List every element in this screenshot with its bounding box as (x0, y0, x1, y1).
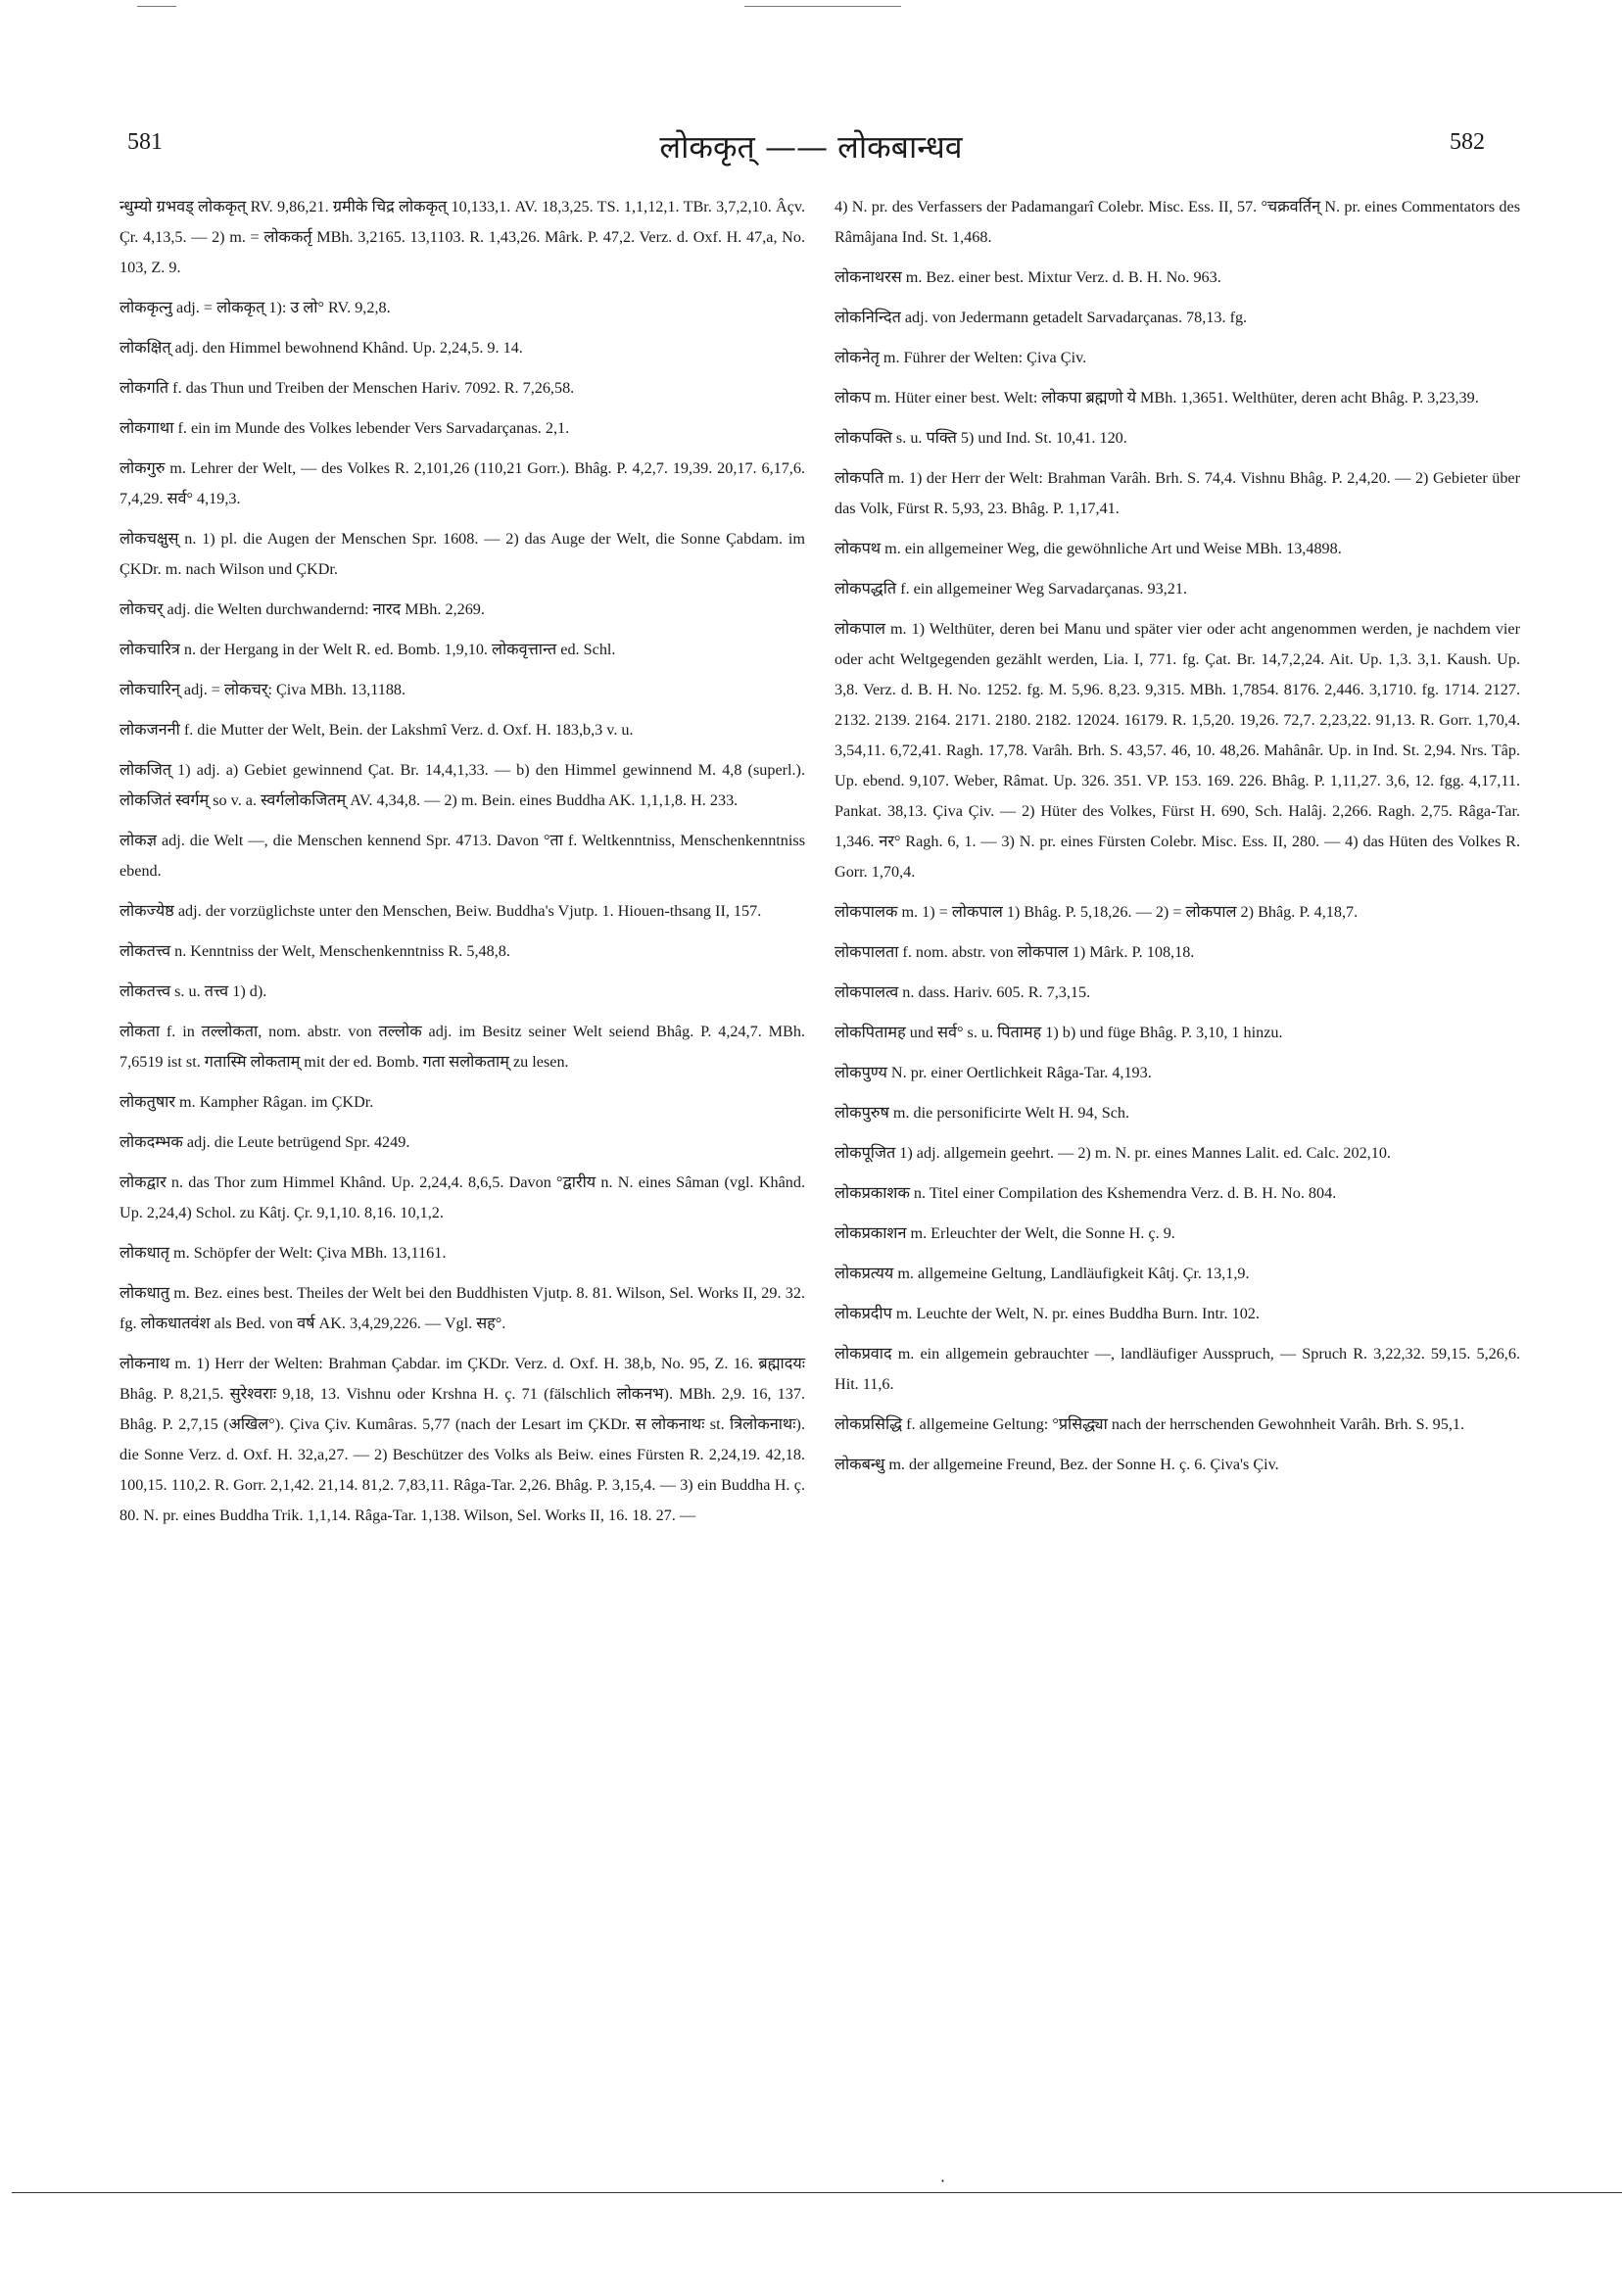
bottom-dot: · (940, 2172, 946, 2190)
dictionary-entry: लोकप्रदीप m. Leuchte der Welt, N. pr. eines Buddha Burn. Intr. 102. (835, 1305, 1260, 1322)
top-mark-left (137, 6, 176, 7)
dictionary-entry: लोकप्रसिद्धि f. allgemeine Geltung: °प्रसिद्ध्या nach der herrschenden Gewohnheit Varâh. Brh. S. 95,1. (835, 1415, 1465, 1433)
dictionary-entry: लोकतत्त्व s. u. तत्त्व 1) d). (119, 982, 267, 1000)
dictionary-entry: लोकद्वार n. das Thor zum Himmel Khând. Up. 2,24,4. 8,6,5. Davon °द्वारीय n. N. eines Sâman (vgl. Khând. Up. 2,24,4) Schol. zu Kâtj. Çr. 9,1,10. 8,16. 10,1,2. (119, 1173, 805, 1221)
dictionary-entry: लोकपालत्व n. dass. Hariv. 605. R. 7,3,15. (835, 983, 1091, 1001)
dictionary-entry: लोकचारित्र n. der Hergang in der Welt R. ed. Bomb. 1,9,10. लोकवृत्तान्त ed. Schl. (119, 641, 616, 658)
dictionary-entry: लोकप m. Hüter einer best. Welt: लोकपा ब्रह्मणो ये MBh. 1,3651. Welthüter, deren acht Bhâg. P. 3,23,39. (835, 389, 1479, 407)
dictionary-entry: लोकप्रकाशक n. Titel einer Compilation des Kshemendra Verz. d. B. H. No. 804. (835, 1184, 1337, 1202)
right-column (835, 192, 1520, 1490)
running-title: लोककृत् —— लोकबान्धव (659, 128, 963, 166)
dictionary-entry: लोकता f. in तल्लोकता, nom. abstr. von तल्लोक adj. im Besitz seiner Welt seiend Bhâg. P. 4,24,7. MBh. 7,6519 ist st. गतास्मि लोकताम् mit der ed. Bomb. गता सलोकताम् zu lesen. (119, 1023, 805, 1071)
dictionary-entry: लोकक्षित् adj. den Himmel bewohnend Khând. Up. 2,24,5. 9. 14. (119, 339, 523, 357)
dictionary-entry: लोकतत्त्व n. Kenntniss der Welt, Menschenkenntniss R. 5,48,8. (119, 942, 510, 960)
dictionary-entry: लोककृत्नु adj. = लोककृत् 1): उ लो° RV. 9,2,8. (119, 299, 391, 316)
dictionary-entry: लोकज्येष्ठ adj. der vorzüglichste unter den Menschen, Beiw. Buddha's Vjutp. 1. Hiouen-thsang II, 157. (119, 902, 762, 920)
dictionary-entry: लोकधातृ m. Schöpfer der Welt: Çiva MBh. 13,1161. (119, 1244, 447, 1262)
dictionary-entry: लोकप्रत्यय m. allgemeine Geltung, Landläufigkeit Kâtj. Çr. 13,1,9. (835, 1265, 1250, 1282)
dictionary-entry: लोकपालता f. nom. abstr. von लोकपाल 1) Mârk. P. 108,18. (835, 943, 1195, 961)
top-mark-center (744, 6, 901, 7)
dictionary-entry: लोकज्ञ adj. die Welt —, die Menschen kennend Spr. 4713. Davon °ता f. Weltkenntniss, Menschenkenntniss ebend. (119, 832, 805, 880)
dictionary-entry: लोकधातु m. Bez. eines best. Theiles der Welt bei den Buddhisten Vjutp. 8. 81. Wilson, Sel. Works II, 29. 32. fg. लोकधातवंश als Bed. von वर्ष AK. 3,4,29,226. — Vgl. सह°. (119, 1284, 805, 1332)
dictionary-entry: लोकपालक m. 1) = लोकपाल 1) Bhâg. P. 5,18,26. — 2) = लोकपाल 2) Bhâg. P. 4,18,7. (835, 903, 1359, 921)
dictionary-entry: लोकगति f. das Thun und Treiben der Menschen Hariv. 7092. R. 7,26,58. (119, 379, 575, 397)
dictionary-entry: लोकपद्धति f. ein allgemeiner Weg Sarvadarçanas. 93,21. (835, 580, 1187, 598)
page-number-left: 581 (127, 129, 163, 155)
dictionary-entry: लोकचारिन् adj. = लोकचर्: Çiva MBh. 13,1188. (119, 681, 406, 698)
dictionary-entry: 4) N. pr. des Verfassers der Padamangarî Colebr. Misc. Ess. II, 57. °चक्रवर्तिन् N. pr. eines Commentators des Râmâjana Ind. St. 1,468. (835, 198, 1520, 246)
left-column (119, 192, 805, 1541)
dictionary-entry: लोकजित् 1) adj. a) Gebiet gewinnend Çat. Br. 14,4,1,33. — b) den Himmel gewinnend M. 4,8 (superl.). लोकजितं स्वर्गम् so v. a. स्वर्गलोकजितम् AV. 4,34,8. — 2) m. Bein. eines Buddha AK. 1,1,1,8. H. 233. (119, 761, 805, 809)
dictionary-entry: लोकतुषार m. Kampher Râgan. im ÇKDr. (119, 1093, 374, 1111)
dictionary-entry: लोकप्रकाशन m. Erleuchter der Welt, die Sonne H. ç. 9. (835, 1224, 1175, 1242)
dictionary-entry: लोकदम्भक adj. die Leute betrügend Spr. 4249. (119, 1133, 410, 1151)
bottom-rule (12, 2192, 1622, 2193)
dictionary-entry: लोकपितामह und सर्व° s. u. पितामह 1) b) und füge Bhâg. P. 3,10, 1 hinzu. (835, 1024, 1283, 1041)
dictionary-entry: लोकपुण्य N. pr. einer Oertlichkeit Râga-Tar. 4,193. (835, 1064, 1152, 1081)
dictionary-entry: लोकपति m. 1) der Herr der Welt: Brahman Varâh. Brh. S. 74,4. Vishnu Bhâg. P. 2,4,20. — 2) Gebieter über das Volk, Fürst R. 5,93, 23. Bhâg. P. 1,17,41. (835, 469, 1520, 517)
dictionary-entry: लोकबन्धु m. der allgemeine Freund, Bez. der Sonne H. ç. 6. Çiva's Çiv. (835, 1456, 1279, 1473)
dictionary-entry: लोकप्रवाद m. ein allgemein gebrauchter —, landläufiger Ausspruch, — Spruch R. 3,22,32. 59,15. 5,26,6. Hit. 11,6. (835, 1345, 1520, 1393)
dictionary-entry: लोकचर् adj. die Welten durchwandernd: नारद MBh. 2,269. (119, 600, 485, 618)
dictionary-entry: लोकगाथा f. ein im Munde des Volkes lebender Vers Sarvadarçanas. 2,1. (119, 419, 570, 437)
page-header (0, 125, 1622, 184)
dictionary-entry: न्धुम्यो ग्रभवड् लोककृत् RV. 9,86,21. ग्रमीके चिद्र लोककृत् 10,133,1. AV. 18,3,25. TS. 1,1,12,1. TBr. 3,7,2,10. Âçv. Çr. 4,13,5. — 2) m. = लोककर्तृ MBh. 3,2165. 13,1103. R. 1,43,26. Mârk. P. 47,2. Verz. d. Oxf. H. 47,a, No. 103, Z. 9. (119, 198, 805, 276)
page-number-right: 582 (1450, 129, 1485, 155)
dictionary-entry: लोकगुरु m. Lehrer der Welt, — des Volkes R. 2,101,26 (110,21 Gorr.). Bhâg. P. 4,2,7. 19,39. 20,17. 6,17,6. 7,4,29. सर्व° 4,19,3. (119, 459, 805, 507)
dictionary-entry: लोकनेतृ m. Führer der Welten: Çiva Çiv. (835, 349, 1087, 366)
dictionary-entry: लोकजननी f. die Mutter der Welt, Bein. der Lakshmî Verz. d. Oxf. H. 183,b,3 v. u. (119, 721, 634, 739)
dictionary-entry: लोकपाल m. 1) Welthüter, deren bei Manu und später vier oder acht angenommen werden, je nachdem vier oder acht Weltgegenden gezählt werden, Lia. I, 771. fg. Çat. Br. 14,7,2,24. Ait. Up. 1,3. 3,1. Kaush. Up. 3,8. Verz. d. B. H. No. 1252. fg. M. 5,96. 8,23. 9,315. MBh. 1,7854. 8176. 2,446. 3,1710. fg. 1714. 2127. 2132. 2139. 2164. 2171. 2180. 2182. 12024. 16179. R. 1,5,20. 19,26. 72,7. 2,23,22. 91,13. R. Gorr. 1,70,4. 3,54,11. 6,72,41. Ragh. 17,78. Varâh. Brh. S. 43,57. 46, 10. 48,26. Mahânâr. Up. in Ind. St. 2,94. Nrs. Tâp. Up. ebend. 9,107. Weber, Râmat. Up. 326. 351. VP. 153. 169. 226. Bhâg. P. 1,11,27. 3,6, 12. fgg. 4,17,11. Pankat. 38,13. Çiva Çiv. — 2) Hüter des Volkes, Fürst H. 690, Sch. Halâj. 2,266. Ragh. 2,75. Râga-Tar. 1,346. नर° Ragh. 6, 1. — 3) N. pr. eines Fürsten Colebr. Misc. Ess. II, 280. — 4) das Hüten des Volkes R. Gorr. 1,70,4. (835, 620, 1520, 881)
dictionary-entry: लोकनिन्दित adj. von Jedermann getadelt Sarvadarçanas. 78,13. fg. (835, 309, 1248, 326)
dictionary-entry: लोकपूजित 1) adj. allgemein geehrt. — 2) m. N. pr. eines Mannes Lalit. ed. Calc. 202,10. (835, 1144, 1391, 1162)
dictionary-entry: लोकपक्ति s. u. पक्ति 5) und Ind. St. 10,41. 120. (835, 429, 1127, 447)
dictionary-entry: लोकपुरुष m. die personificirte Welt H. 94, Sch. (835, 1104, 1130, 1122)
dictionary-entry: लोकचक्षुस् n. 1) pl. die Augen der Menschen Spr. 1608. — 2) das Auge der Welt, die Sonne Çabdam. im ÇKDr. m. nach Wilson und ÇKDr. (119, 530, 805, 578)
dictionary-entry: लोकनाथरस m. Bez. einer best. Mixtur Verz. d. B. H. No. 963. (835, 268, 1221, 286)
dictionary-entry: लोकपथ m. ein allgemeiner Weg, die gewöhnliche Art und Weise MBh. 13,4898. (835, 540, 1342, 557)
dictionary-entry: लोकनाथ m. 1) Herr der Welten: Brahman Çabdar. im ÇKDr. Verz. d. Oxf. H. 38,b, No. 95, Z. 16. ब्रह्मादयः Bhâg. P. 8,21,5. सुरेश्वराः 9,18, 13. Vishnu oder Krshna H. ç. 71 (fälschlich लोकनभ). MBh. 2,9. 16, 137. Bhâg. P. 2,7,15 (अखिल°). Çiva Çiv. Kumâras. 5,77 (nach der Lesart im ÇKDr. स लोकनाथः st. त्रिलोकनाथः). die Sonne Verz. d. Oxf. H. 32,a,27. — 2) Beschützer des Volks als Beiw. eines Fürsten R. 2,24,19. 42,18. 100,15. 110,2. R. Gorr. 2,1,42. 21,14. 81,2. 7,83,11. Râga-Tar. 2,26. Bhâg. P. 3,15,4. — 3) ein Buddha H. ç. 80. N. pr. eines Buddha Trik. 1,1,14. Râga-Tar. 1,138. Wilson, Sel. Works II, 16. 18. 27. — (119, 1355, 805, 1524)
